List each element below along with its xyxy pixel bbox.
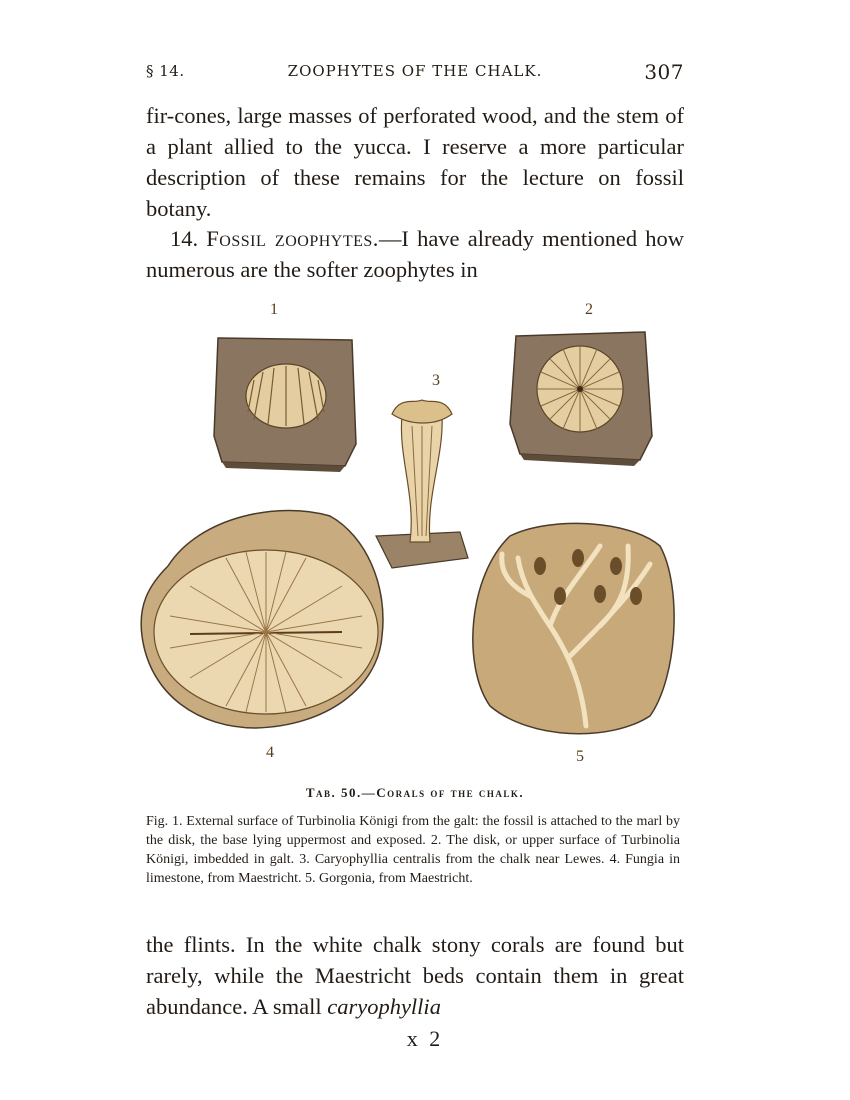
section-number: 14. bbox=[170, 226, 199, 251]
figure-label-2: 2 bbox=[585, 301, 593, 318]
page-number: 307 bbox=[644, 60, 684, 84]
signature-mark: x 2 bbox=[406, 1026, 444, 1051]
figure-label-1: 1 bbox=[270, 301, 278, 318]
fossil-3-caryophyllia bbox=[376, 400, 468, 568]
coral-plate bbox=[130, 296, 700, 771]
paragraph-3-italic: caryophyllia bbox=[327, 994, 441, 1019]
section-heading: Fossil zoophytes. bbox=[206, 226, 379, 251]
figure-label-5: 5 bbox=[576, 748, 584, 765]
running-header bbox=[146, 60, 684, 86]
figure-caption-title: Tab. 50.—Corals of the chalk. bbox=[305, 785, 525, 800]
fossil-2-turbinolia-disk bbox=[510, 332, 652, 466]
paragraph-2 bbox=[146, 223, 684, 285]
section-mark: § 14. bbox=[146, 62, 185, 80]
coral-illustration bbox=[130, 296, 700, 771]
fossil-4-fungia bbox=[141, 510, 383, 728]
figure-label-4: 4 bbox=[266, 744, 274, 761]
running-title: ZOOPHYTES OF THE CHALK. bbox=[287, 62, 543, 80]
figure-label-3: 3 bbox=[432, 372, 440, 389]
fossil-1-turbinolia-external bbox=[214, 338, 356, 472]
paragraph-3 bbox=[146, 929, 684, 1022]
paragraph-2-text: —I have already mentioned how numerous are the softer zoophytes in bbox=[146, 226, 684, 282]
paragraph-3-text: the flints. In the white chalk stony corals are found but rarely, while the Maestricht beds contain them in great abundance. A small bbox=[146, 932, 684, 1019]
paragraph-1: fir-cones, large masses of perforated wood, and the stem of a plant allied to the yucca. I reserve a more particular description of these remains for the lecture on fossil botany. bbox=[146, 103, 684, 221]
fossil-5-gorgonia bbox=[473, 523, 674, 733]
figure-caption-body: Fig. 1. External surface of Turbinolia Königi from the galt: the fossil is attached to the marl by the disk, the base lying uppermost and exposed. 2. The disk, or upper surface of Turbinolia Königi, imbedded in galt. 3. Caryophyllia centralis from the chalk near Lewes. 4. Fungia in limestone, from Maestricht. 5. Gorgonia, from Maestricht. bbox=[146, 814, 680, 886]
